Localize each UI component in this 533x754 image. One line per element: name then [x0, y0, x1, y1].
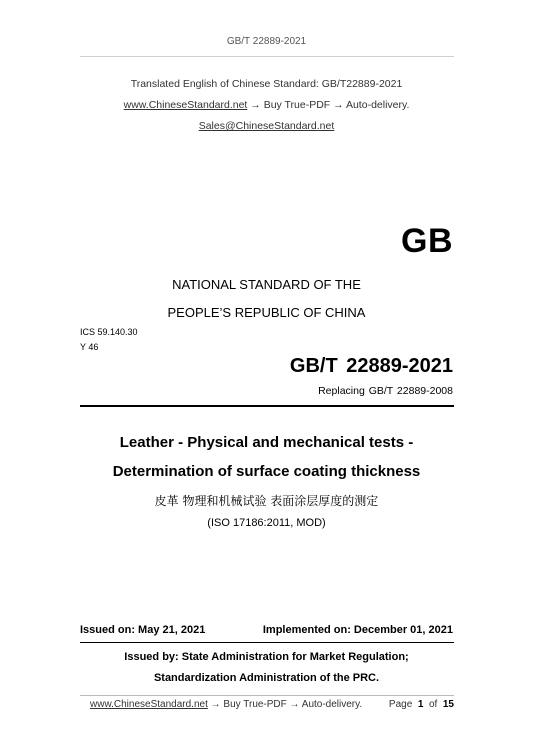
replacing-note: Replacing GB/T 22889-2008	[318, 385, 453, 397]
footer-links	[90, 699, 362, 710]
issue-divider	[80, 642, 454, 643]
page-of: of	[428, 699, 438, 710]
page-label: Page	[388, 699, 413, 710]
ics-code: ICS 59.140.30	[80, 327, 138, 337]
links-line-rest: → Buy True-PDF → Auto-delivery.	[247, 99, 410, 111]
chinese-title: 皮革 物理和机械试验 表面涂层厚度的测定	[154, 494, 379, 508]
iso-reference: (ISO 17186:2011, MOD)	[207, 517, 326, 529]
title-divider	[80, 405, 454, 407]
site-link[interactable]: www.ChineseStandard.net	[123, 99, 248, 111]
header-divider	[80, 56, 454, 57]
page-total: 15	[442, 699, 454, 710]
ccs-code: Y 46	[80, 342, 99, 352]
page-indicator	[389, 699, 454, 710]
document-title-line1: Leather - Physical and mechanical tests -	[119, 434, 414, 451]
document-title-line2: Determination of surface coating thickness	[112, 463, 421, 480]
page-current: 1	[417, 699, 424, 710]
email-line	[0, 120, 533, 132]
issued-by-line1: Issued by: State Administration for Market Regulation;	[124, 651, 409, 663]
issued-by-line2: Standardization Administration of the PRC.	[153, 672, 380, 684]
national-standard-line2: PEOPLE’S REPUBLIC OF CHINA	[167, 305, 366, 320]
links-line	[0, 99, 533, 111]
issued-date: Issued on: May 21, 2021	[80, 624, 206, 636]
national-standard-line1: NATIONAL STANDARD OF THE	[172, 277, 361, 292]
gb-logo: GB	[401, 222, 453, 260]
footer-site-link[interactable]: www.ChineseStandard.net	[90, 699, 208, 710]
footer-links-rest: → Buy True-PDF → Auto-delivery.	[207, 699, 363, 710]
standard-number: GB/T 22889-2021	[289, 355, 453, 377]
implemented-date: Implemented on: December 01, 2021	[262, 624, 453, 636]
email-link[interactable]: Sales@ChineseStandard.net	[198, 120, 335, 132]
footer-divider	[80, 695, 454, 696]
translation-note: Translated English of Chinese Standard: GB/T22889-2021	[130, 78, 403, 90]
running-header: GB/T 22889-2021	[226, 36, 307, 47]
